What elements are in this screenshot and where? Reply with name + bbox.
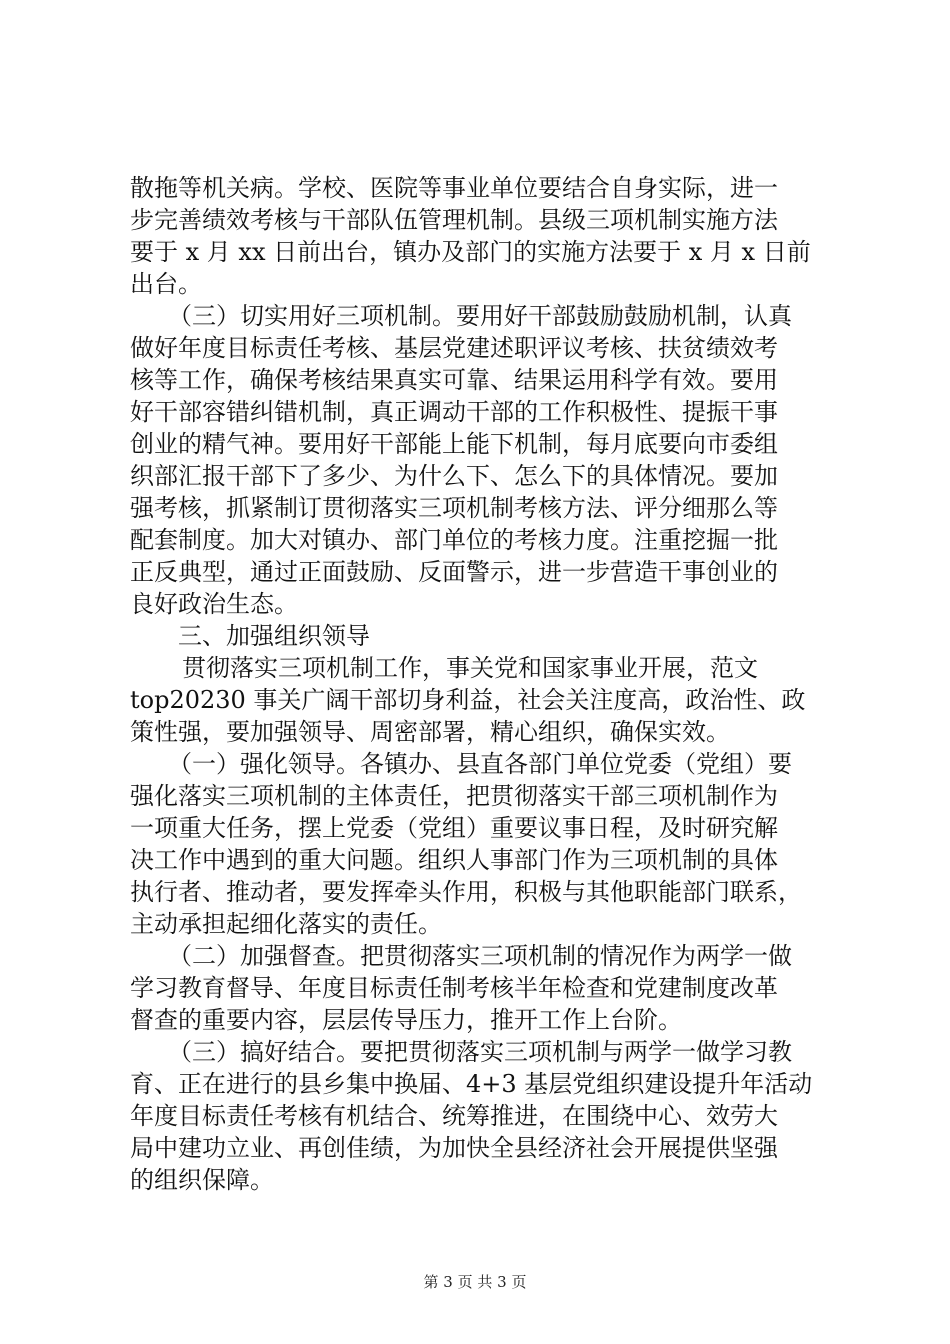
text-line: 的组织保障。 (130, 1166, 274, 1194)
text-line: 散拖等机关病。学校、医院等事业单位要结合自身实际，进一 (130, 174, 778, 202)
text-line: 织部汇报干部下了多少、为什么下、怎么下的具体情况。要加 (130, 462, 778, 490)
text-line: 出台。 (130, 270, 202, 298)
text-line: 一项重大任务，摆上党委（党组）重要议事日程，及时研究解 (130, 814, 778, 842)
text-line: 好干部容错纠错机制，真正调动干部的工作积极性、提振干事 (130, 398, 778, 426)
text-line: 良好政治生态。 (130, 590, 298, 618)
text-line: 年度目标责任考核有机结合、统筹推进，在围绕中心、效劳大 (130, 1102, 778, 1130)
text-line: 主动承担起细化落实的责任。 (130, 910, 442, 938)
paragraph-start-line: （三）搞好结合。要把贯彻落实三项机制与两学一做学习教 (168, 1038, 792, 1066)
text-line: top20230 事关广阔干部切身利益，社会关注度高，政治性、政 (130, 686, 806, 714)
text-line: 步完善绩效考核与干部队伍管理机制。县级三项机制实施方法 (130, 206, 778, 234)
text-line: 核等工作，确保考核结果真实可靠、结果运用科学有效。要用 (130, 366, 778, 394)
section-heading: 三、加强组织领导 (178, 622, 370, 650)
text-line: 决工作中遇到的重大问题。组织人事部门作为三项机制的具体 (130, 846, 778, 874)
document-body (130, 172, 830, 1196)
paragraph-start-line: （三）切实用好三项机制。要用好干部鼓励鼓励机制，认真 (168, 302, 792, 330)
text-line: 育、正在进行的县乡集中换届、4+3 基层党组织建设提升年活动 (130, 1070, 813, 1098)
text-line: 督查的重要内容，层层传导压力，推开工作上台阶。 (130, 1006, 682, 1034)
text-line: 正反典型，通过正面鼓励、反面警示，进一步营造干事创业的 (130, 558, 778, 586)
text-line: 强化落实三项机制的主体责任，把贯彻落实干部三项机制作为 (130, 782, 778, 810)
paragraph-start-line: 贯彻落实三项机制工作，事关党和国家事业开展，范文 (182, 654, 758, 682)
text-line: 要于 x 月 xx 日前出台，镇办及部门的实施方法要于 x 月 x 日前 (130, 238, 811, 266)
text-line: 策性强，要加强领导、周密部署，精心组织，确保实效。 (130, 718, 730, 746)
paragraph-start-line: （一）强化领导。各镇办、县直各部门单位党委（党组）要 (168, 750, 792, 778)
text-line: 局中建功立业、再创佳绩，为加快全县经济社会开展提供坚强 (130, 1134, 778, 1162)
text-line: 执行者、推动者，要发挥牵头作用，积极与其他职能部门联系， (130, 878, 802, 906)
text-line: 配套制度。加大对镇办、部门单位的考核力度。注重挖掘一批 (130, 526, 778, 554)
text-line: 学习教育督导、年度目标责任制考核半年检查和党建制度改革 (130, 974, 778, 1002)
paragraph-start-line: （二）加强督查。把贯彻落实三项机制的情况作为两学一做 (168, 942, 792, 970)
text-line: 做好年度目标责任考核、基层党建述职评议考核、扶贫绩效考 (130, 334, 778, 362)
text-line: 创业的精气神。要用好干部能上能下机制，每月底要向市委组 (130, 430, 778, 458)
page-footer: 第 3 页 共 3 页 (423, 1273, 527, 1291)
text-line: 强考核，抓紧制订贯彻落实三项机制考核方法、评分细那么等 (130, 494, 778, 522)
